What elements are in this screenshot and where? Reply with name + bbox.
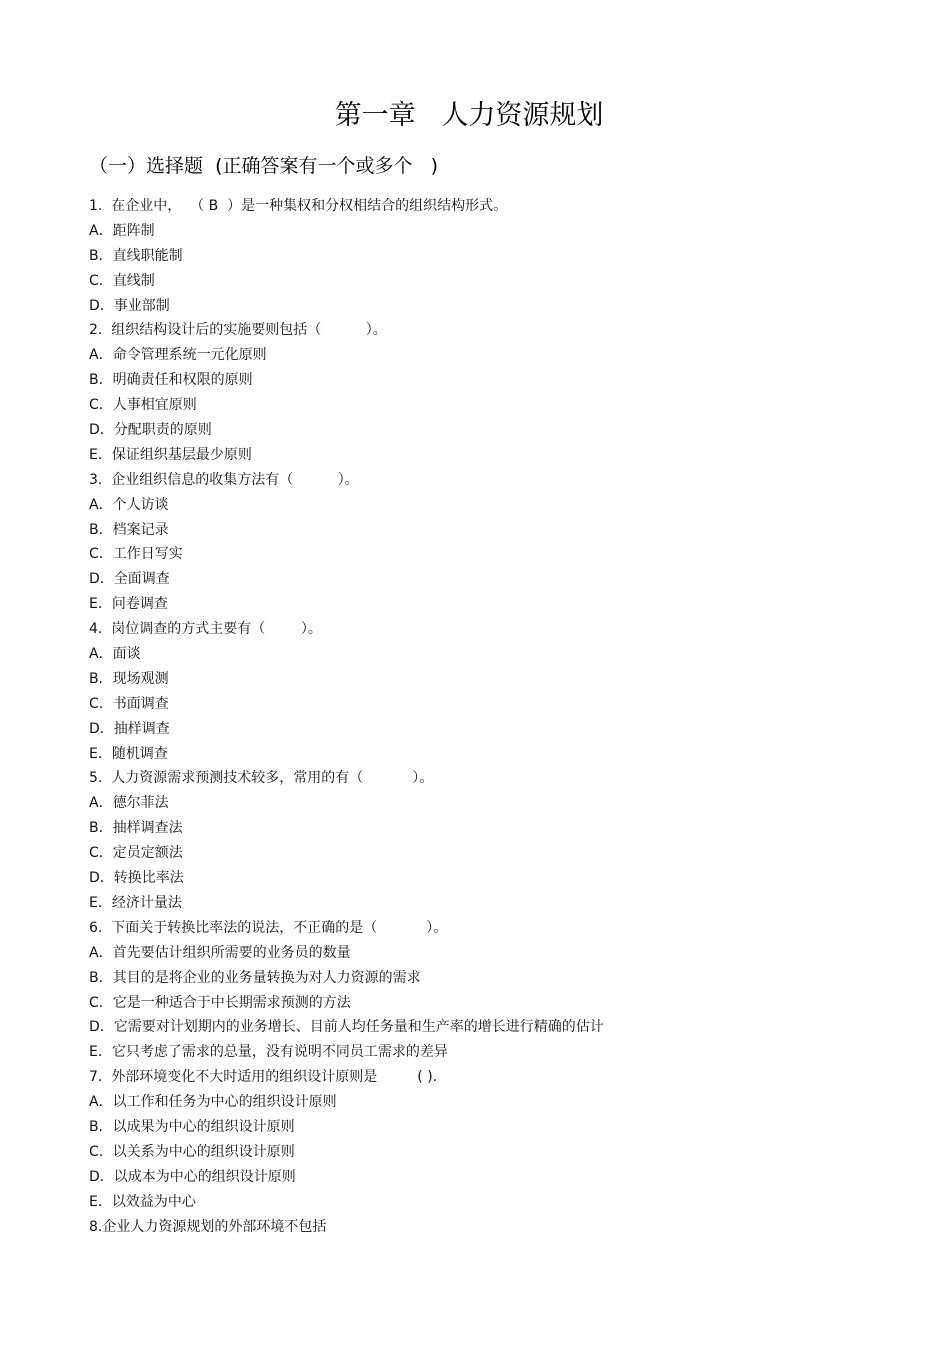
question-line: B．档案记录	[89, 521, 169, 538]
question-line: E．它只考虑了需求的总量，没有说明不同员工需求的差异	[89, 1044, 448, 1061]
question-line: 5. 人力资源需求预测技术较多，常用的有（ ）。	[89, 770, 434, 787]
question-line: C．工作日写实	[89, 546, 183, 563]
question-line: A．命令管理系统一元化原则	[89, 347, 267, 364]
question-line: 6. 下面关于转换比率法的说法，不正确的是（ ）。	[89, 919, 448, 936]
question-line: A．首先要估计组织所需要的业务员的数量	[89, 944, 351, 961]
question-line: C．书面调查	[89, 695, 169, 712]
question-line: 1. 在企业中， （ B ）是一种集权和分权相结合的组织结构形式。	[89, 198, 508, 214]
question-line: D．全面调查	[89, 571, 170, 588]
question-line: B．其目的是将企业的业务量转换为对人力资源的需求	[89, 969, 421, 986]
question-line: 2. 组织结构设计后的实施要则包括（ ）。	[89, 322, 387, 339]
question-line: B．以成果为中心的组织设计原则	[89, 1118, 295, 1135]
question-line: D．事业部制	[89, 297, 170, 314]
question-line: C．以关系为中心的组织设计原则	[89, 1143, 295, 1160]
question-line: 4. 岗位调查的方式主要有（ ）。	[89, 621, 322, 638]
question-line: E．保证组织基层最少原则	[89, 446, 252, 463]
question-line: B．现场观测	[89, 670, 169, 687]
chapter-title: 第一章 人力资源规划	[334, 100, 604, 131]
question-line: 3. 企业组织信息的收集方法有（ ）。	[89, 471, 359, 488]
question-line: D．抽样调查	[89, 720, 170, 737]
question-line: C．直线制	[89, 272, 155, 289]
question-line: D．以成本为中心的组织设计原则	[89, 1168, 296, 1185]
question-list	[89, 194, 889, 1239]
section-heading: （一）选择题 (正确答案有一个或多个 )	[89, 155, 439, 177]
question-line: E．以效益为中心	[89, 1193, 196, 1210]
question-line: 7. 外部环境变化不大时适用的组织设计原则是 ( ).	[89, 1069, 438, 1086]
question-line: A．面谈	[89, 646, 141, 663]
question-line: A．距阵制	[89, 222, 155, 239]
question-line: D．它需要对计划期内的业务增长、目前人均任务量和生产率的增长进行精确的估计	[89, 1019, 604, 1036]
question-line: A．以工作和任务为中心的组织设计原则	[89, 1094, 337, 1111]
question-line: E．问卷调查	[89, 596, 168, 613]
question-line: C．它是一种适合于中长期需求预测的方法	[89, 994, 351, 1011]
question-line: A．个人访谈	[89, 496, 169, 513]
question-line: 8.企业人力资源规划的外部环境不包括	[89, 1218, 327, 1235]
question-line: B．直线职能制	[89, 247, 183, 264]
question-line: C．人事相宜原则	[89, 397, 197, 414]
question-line: D．分配职责的原则	[89, 422, 212, 439]
question-line: D．转换比率法	[89, 870, 184, 887]
question-line: A．德尔菲法	[89, 795, 169, 812]
question-line: B．明确责任和权限的原则	[89, 372, 253, 389]
question-line: E．经济计量法	[89, 894, 182, 911]
question-line: B．抽样调查法	[89, 820, 183, 837]
question-line: C．定员定额法	[89, 845, 183, 862]
question-line: E．随机调查	[89, 745, 168, 762]
